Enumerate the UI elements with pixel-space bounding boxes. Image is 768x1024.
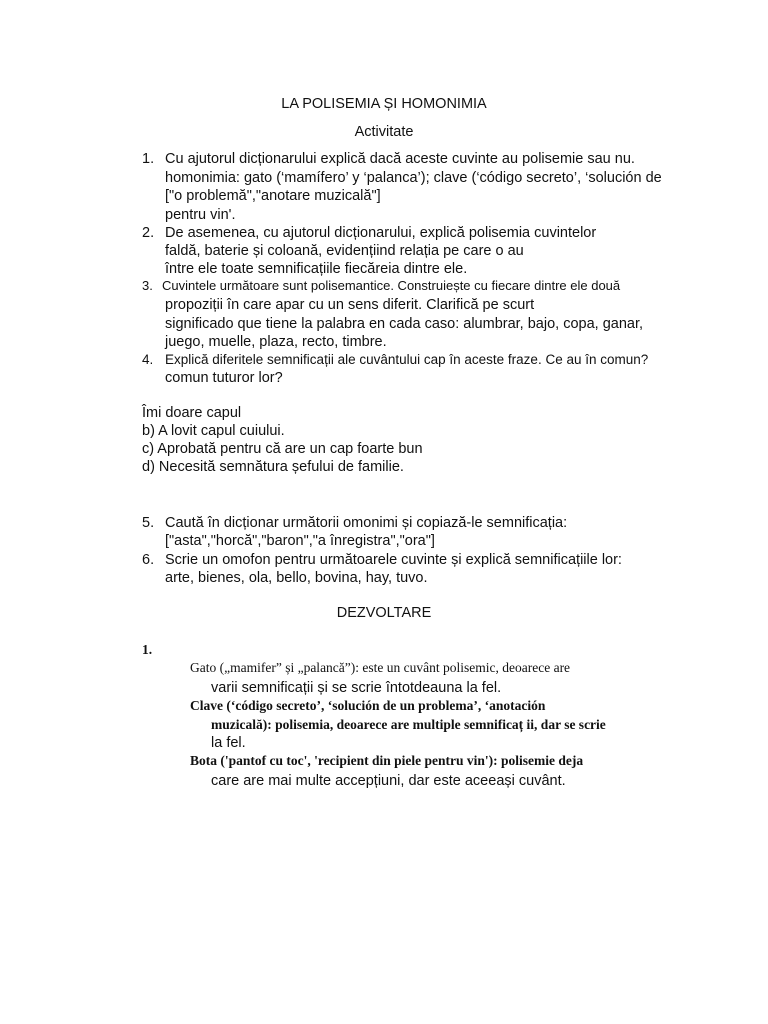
item-6-line-1: Scrie un omofon pentru următoarele cuvinte și explică semnificațiile lor: [165, 552, 622, 568]
item-2-line-3: între ele toate semnificațiile fiecăreia dintre ele. [165, 261, 468, 277]
bullet-3-line-2: care are mai multe accepțiuni, dar este aceeași cuvânt. [211, 773, 566, 789]
phrase-c: c) Aprobată pentru că are un cap foarte bun [142, 441, 423, 457]
item-1-line-4: pentru vin'. [165, 207, 236, 223]
item-3-line-2: propoziții în care apar cu un sens diferit. Clarifică pe scurt [165, 297, 535, 313]
item-4-number: 4. [142, 352, 154, 367]
section-title: DEZVOLTARE [336, 605, 432, 621]
bullet-2-line-3: la fel. [211, 735, 246, 751]
bullet-1-line-2: varii semnificații și se scrie întotdeauna la fel. [211, 680, 502, 696]
item-5-line-2: ["asta","horcă","baron","a înregistra","ora"] [165, 533, 435, 549]
item-4-line-1: Explică diferitele semnificații ale cuvântului cap în aceste fraze. Ce au în comun? [165, 352, 649, 367]
item-2-number: 2. [142, 225, 155, 241]
bullet-1 [190, 659, 570, 677]
item-1-line-2: homonimia: gato (‘mamífero’ y ‘palanca’); clave (‘código secreto’, ‘solución de [165, 170, 662, 186]
phrase-b: b) A lovit capul cuiului. [142, 423, 285, 439]
bullet-2-line-2: muzicală): polisemia, deoarece are multiple semnificaț ii, dar se scrie [211, 717, 606, 732]
bullet-2-line-1: Clave (‘código secreto’, ‘solución de un problema’, ‘anotación [190, 698, 546, 713]
section-number: 1. [142, 642, 153, 657]
document-subtitle: Activitate [354, 124, 414, 140]
item-6-line-2: arte, bienes, ola, bello, bovina, hay, tuvo. [165, 570, 428, 586]
item-3-number: 3. [142, 278, 153, 293]
document-title: LA POLISEMIA ȘI HOMONIMIA [281, 96, 487, 112]
item-5-number: 5. [142, 515, 155, 531]
item-2-line-2: faldă, baterie și coloană, evidențiind relația pe care o au [165, 243, 524, 259]
phrase-d: d) Necesită semnătura șefului de familie. [142, 459, 404, 475]
item-1-line-1: Cu ajutorul dicționarului explică dacă aceste cuvinte au polisemie sau nu. [165, 151, 635, 167]
item-1-number: 1. [142, 151, 155, 167]
item-4-line-2: comun tuturor lor? [165, 370, 283, 386]
item-6-number: 6. [142, 552, 155, 568]
item-3-line-1: Cuvintele următoare sunt polisemantice. Construiește cu fiecare dintre ele două [162, 278, 621, 293]
item-1-line-3: ["o problemă","anotare muzicală"] [165, 188, 381, 204]
item-3-line-4: juego, muelle, plaza, recto, timbre. [165, 334, 387, 350]
item-5-line-1: Caută în dicționar următorii omonimi și copiază-le semnificația: [165, 515, 568, 531]
bullet-2 [190, 697, 545, 715]
bullet-1-line-1: Gato („mamifer” și „palancă”): este un cuvânt polisemic, deoarece are [190, 660, 571, 675]
item-3-line-3: significado que tiene la palabra en cada caso: alumbrar, bajo, copa, ganar, [165, 316, 644, 332]
phrase-a: Îmi doare capul [142, 405, 242, 421]
item-2-line-1: De asemenea, cu ajutorul dicționarului, explică polisemia cuvintelor [165, 225, 597, 241]
bullet-3-line-1: Bota ('pantof cu toc', 'recipient din piele pentru vin'): polisemie deja [190, 753, 584, 768]
bullet-3 [190, 752, 583, 770]
